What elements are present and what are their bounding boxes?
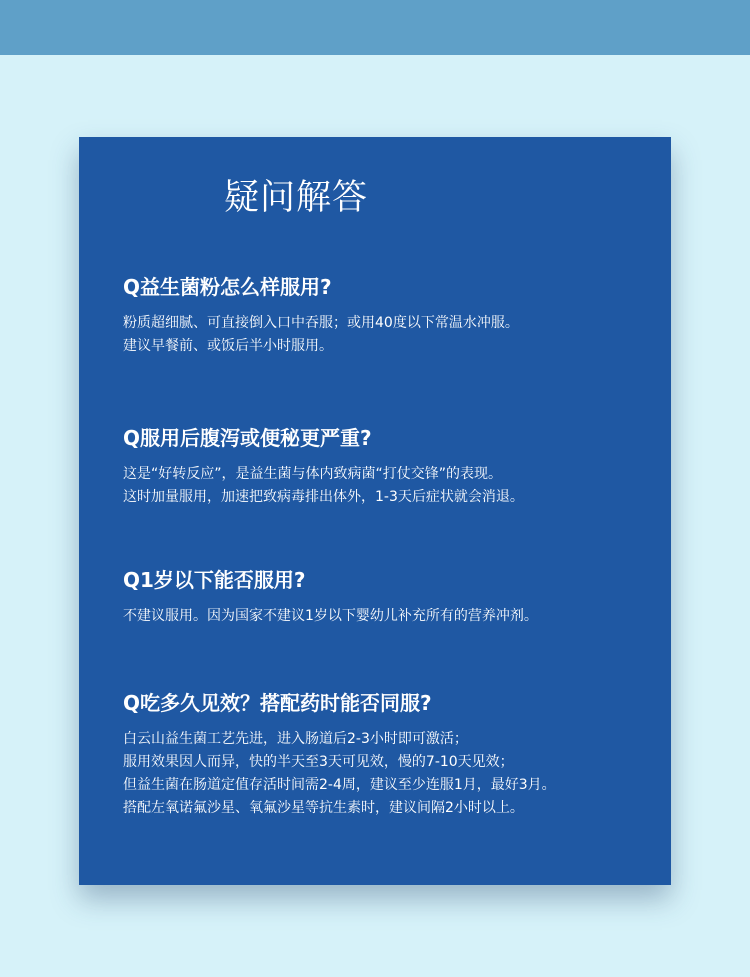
faq-question: Q益生菌粉怎么样服用? [123,275,332,299]
faq-answer-line: 搭配左氧诺氟沙星、氧氟沙星等抗生素时，建议间隔2小时以上。 [123,800,524,816]
faq-title: 疑问解答 [224,178,369,218]
faq-answer-line: 但益生菌在肠道定值存活时间需2-4周，建议至少连服1月，最好3月。 [123,777,556,793]
faq-item-1 [123,273,663,358]
faq-item-2 [123,424,663,509]
faq-question: Q吃多久见效？搭配药时能否同服? [123,691,432,715]
faq-answer-line: 不建议服用。因为国家不建议1岁以下婴幼儿补充所有的营养冲剂。 [123,608,538,624]
faq-answer-line: 粉质超细腻、可直接倒入口中吞服；或用40度以下常温水冲服。 [123,315,519,331]
faq-answer-line: 白云山益生菌工艺先进，进入肠道后2-3小时即可激活； [123,731,468,747]
faq-answer-line: 服用效果因人而异，快的半天至3天可见效，慢的7-10天见效； [123,754,514,770]
top-banner [0,0,750,55]
faq-answer-line: 这时加量服用，加速把致病毒排出体外，1-3天后症状就会消退。 [123,489,524,505]
faq-question: Q服用后腹泻或便秘更严重? [123,426,372,450]
faq-item-4 [123,689,663,820]
faq-answer-line: 这是“好转反应”，是益生菌与体内致病菌“打仗交锋”的表现。 [123,466,503,482]
faq-panel [79,137,671,885]
faq-question: Q1岁以下能否服用? [123,568,306,592]
faq-answer-line: 建议早餐前、或饭后半小时服用。 [123,338,333,354]
faq-item-3 [123,566,663,628]
